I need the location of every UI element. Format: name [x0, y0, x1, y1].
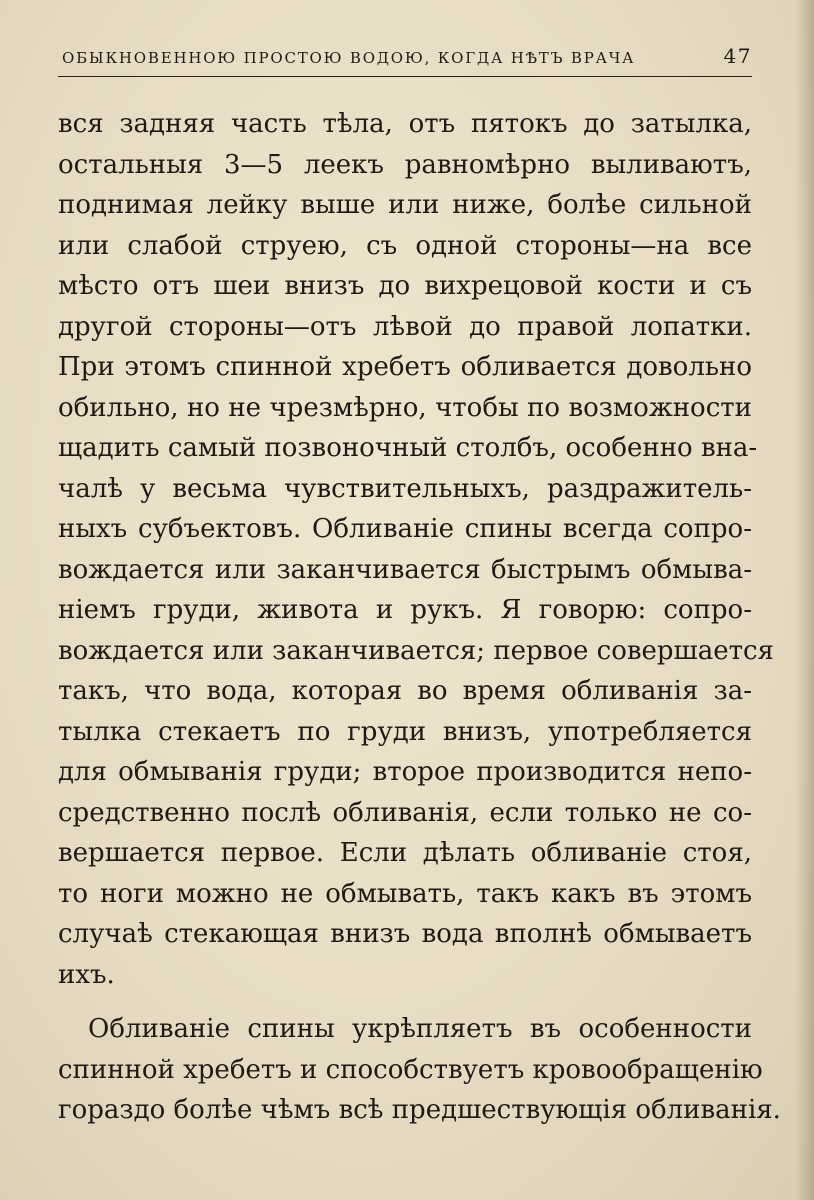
header-rule	[58, 76, 752, 77]
text-line: тылка стекаетъ по груди внизъ, употребляется	[58, 716, 752, 747]
text-line: вождается или заканчивается быстрымъ обмыва-	[58, 554, 752, 585]
text-line: остальныя 3—5 леекъ равномѣрно выливаютъ,	[58, 149, 752, 180]
text-line: другой стороны—отъ лѣвой до правой лопатки.	[58, 311, 752, 342]
text-line: вершается первое. Если дѣлать обливаніе стоя,	[58, 838, 752, 868]
text-line: вождается или заканчивается; первое совершается	[58, 635, 774, 666]
text-line: вся задняя часть тѣла, отъ пятокъ до затылка,	[58, 109, 752, 139]
text-line: ныхъ субъектовъ. Обливаніе спины всегда сопро-	[58, 514, 752, 544]
text-line: спинной хребетъ и способствуетъ кровообращенію	[58, 1054, 763, 1085]
paragraph	[58, 1009, 781, 1131]
text-line: случаѣ стекающая внизъ вода вполнѣ обмываетъ	[58, 919, 752, 949]
text-line: поднимая лейку выше или ниже, болѣе сильной	[58, 190, 752, 220]
text-line: для обмыванія груди; второе производится непо-	[58, 757, 752, 787]
running-header	[62, 44, 752, 68]
text-line: такъ, что вода, которая во время обливанія за-	[58, 676, 752, 706]
text-line: щадить самый позвоночный столбъ, особенно вна-	[58, 433, 758, 463]
text-line: ніемъ груди, живота и рукъ. Я говорю: сопро-	[58, 595, 752, 625]
text-line: то ноги можно не обмывать, такъ какъ въ этомъ	[58, 878, 752, 909]
text-line: Обливаніе спины укрѣпляетъ въ особенности	[88, 1014, 752, 1044]
text-line: ихъ.	[58, 959, 115, 990]
text-line: чалѣ у весьма чувствительныхъ, раздражитель-	[58, 473, 752, 504]
paragraph	[58, 104, 774, 995]
text-line: обильно, но не чрезмѣрно, чтобы по возможности	[58, 392, 752, 423]
page-edge-shadow	[796, 0, 814, 1200]
text-line: гораздо болѣе чѣмъ всѣ предшествующія обливанія.	[58, 1095, 781, 1125]
body-text	[58, 104, 781, 1131]
running-header-title: ОБЫКНОВЕННОЮ ПРОСТОЮ ВОДОЮ, КОГДА НѢТЪ ВРАЧА	[62, 49, 636, 67]
text-line: средственно послѣ обливанія, если только не со-	[58, 797, 752, 828]
text-line: При этомъ спинной хребетъ обливается довольно	[58, 352, 752, 382]
page-number: 47	[723, 44, 752, 68]
text-line: мѣсто отъ шеи внизъ до вихрецовой кости и съ	[58, 271, 752, 301]
paragraph-gap	[58, 995, 752, 1009]
text-line: или слабой струею, съ одной стороны—на все	[58, 230, 752, 261]
